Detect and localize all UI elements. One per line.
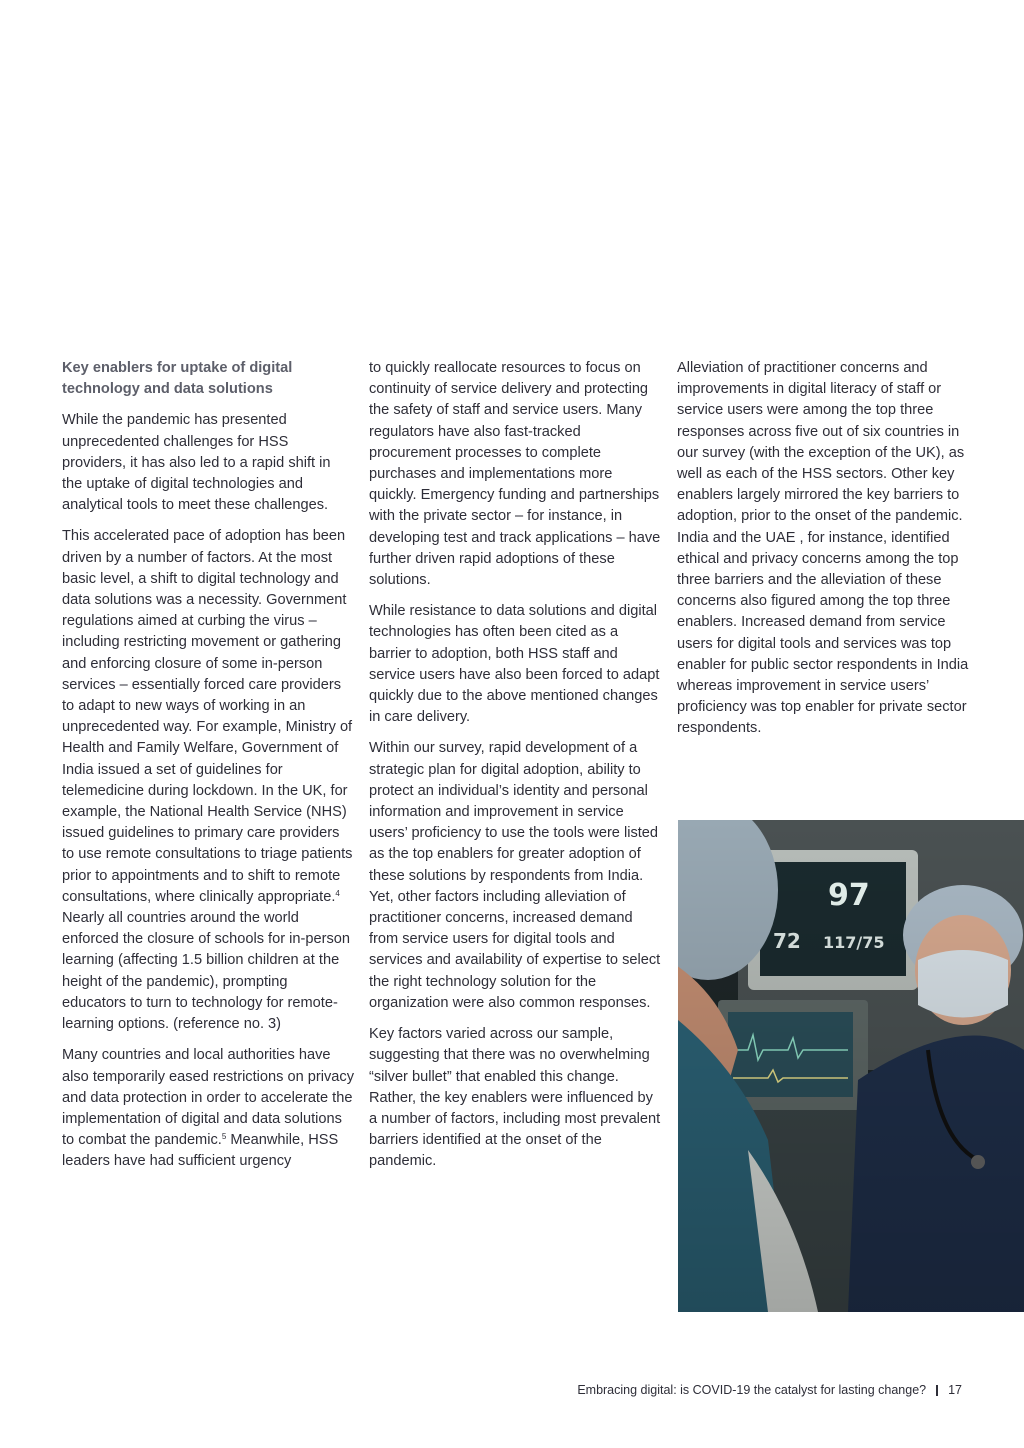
- paragraph-text: Meanwhile, HSS leaders have had sufficient urgency: [62, 1132, 339, 1170]
- paragraph: [62, 1045, 354, 1172]
- section-heading: Key enablers for uptake of digital technology and data solutions: [62, 360, 293, 398]
- paragraph: While the pandemic has presented unprecedented challenges for HSS providers, it has also led to a rapid shift in the uptake of digital technologies and analytical tools to meet these challenges.: [62, 412, 331, 514]
- paragraph: Alleviation of practitioner concerns and improvements in digital literacy of staff or service users were among the top three responses across five out of six countries in our survey (with the exception of the UK), as well as each of the HSS sectors. Other key enablers largely mirrored the key barriers to adoption, prior to the onset of the pandemic. India and the UAE , for instance, identified ethical and privacy concerns among the top three barriers and the alleviation of these concerns also figured among the top three enablers. Increased demand from service users for digital tools and services was top enabler for public sector respondents in India whereas improvement in service users’ proficiency was top enabler for private sector respondents.: [677, 360, 969, 737]
- footer-title: Embracing digital: is COVID-19 the catalyst for lasting change?: [577, 1383, 927, 1397]
- paragraph: Within our survey, rapid development of a strategic plan for digital adoption, ability to protect an individual’s identity and personal information and improvement in service users’ proficiency to use the tools were listed as the top enablers for greater adoption of these solutions by respondents from India. Yet, other factors including alleviation of practitioner concerns, increased demand from service users for digital tools and services and availability of expertise to select the right technology solution for the organization were also common responses.: [369, 740, 661, 1011]
- monitor-value-2: 72: [773, 929, 801, 953]
- text-column-3: [677, 358, 977, 750]
- footnote-ref: 4: [335, 888, 340, 898]
- monitor-value-1: 97: [828, 878, 870, 913]
- paragraph-text: Nearly all countries around the world enforced the closure of schools for in-person learning (affecting 1.5 billion children at the height of the pandemic), prompting educators to turn to technology for remote-learning options. (reference no. 3): [62, 910, 350, 1033]
- paragraph: to quickly reallocate resources to focus on continuity of service delivery and protecting the safety of staff and service users. Many regulators have also fast-tracked procurement processes to complete purchases and implementations more quickly. Emergency funding and partnerships with the private sector – for instance, in developing test and track applications – have further driven rapid adoptions of these solutions.: [369, 360, 661, 589]
- paragraph: Key factors varied across our sample, suggesting that there was no overwhelming “silver bullet” that enabled this change. Rather, the key enablers were influenced by a number of factors, including most prevalent barriers identified at the onset of the pandemic.: [369, 1026, 661, 1170]
- monitor-value-3: 117/75: [823, 933, 885, 952]
- paragraph-text: This accelerated pace of adoption has been driven by a number of factors. At the most basic level, a shift to digital technology and data solutions was a necessity. Government regulations aimed at curbing the virus – including restricting movement or gathering and enforcing closure of some in-person services – essentially forced care providers to adapt to new ways of working in an unprecedented way. For example, Ministry of Health and Family Welfare, Government of India issued a set of guidelines for telemedicine during lockdown. In the UK, for example, the National Health Service (NHS) issued guidelines to primary care providers to use remote consultations to triage patients prior to appointments and to shift to remote consultations, where clinically appropriate.: [62, 528, 353, 905]
- footnote-ref: 5: [221, 1132, 227, 1142]
- surgeons-photo: [678, 820, 1024, 1312]
- text-column-1: [62, 358, 354, 1183]
- paragraph: [62, 526, 354, 1035]
- page-footer: [577, 1383, 962, 1397]
- paragraph-text: Many countries and local authorities have also temporarily eased restrictions on privacy and data protection in order to accelerate the implementation of digital and data solutions to combat the pandemic.: [62, 1047, 354, 1149]
- text-column-2: [369, 358, 661, 1183]
- page-number: 17: [948, 1383, 962, 1397]
- paragraph: While resistance to data solutions and digital technologies has often been cited as a barrier to adoption, both HSS staff and service users have also been forced to adapt quickly due to the above mentioned changes in care delivery.: [369, 603, 660, 726]
- footer-divider: [936, 1385, 938, 1396]
